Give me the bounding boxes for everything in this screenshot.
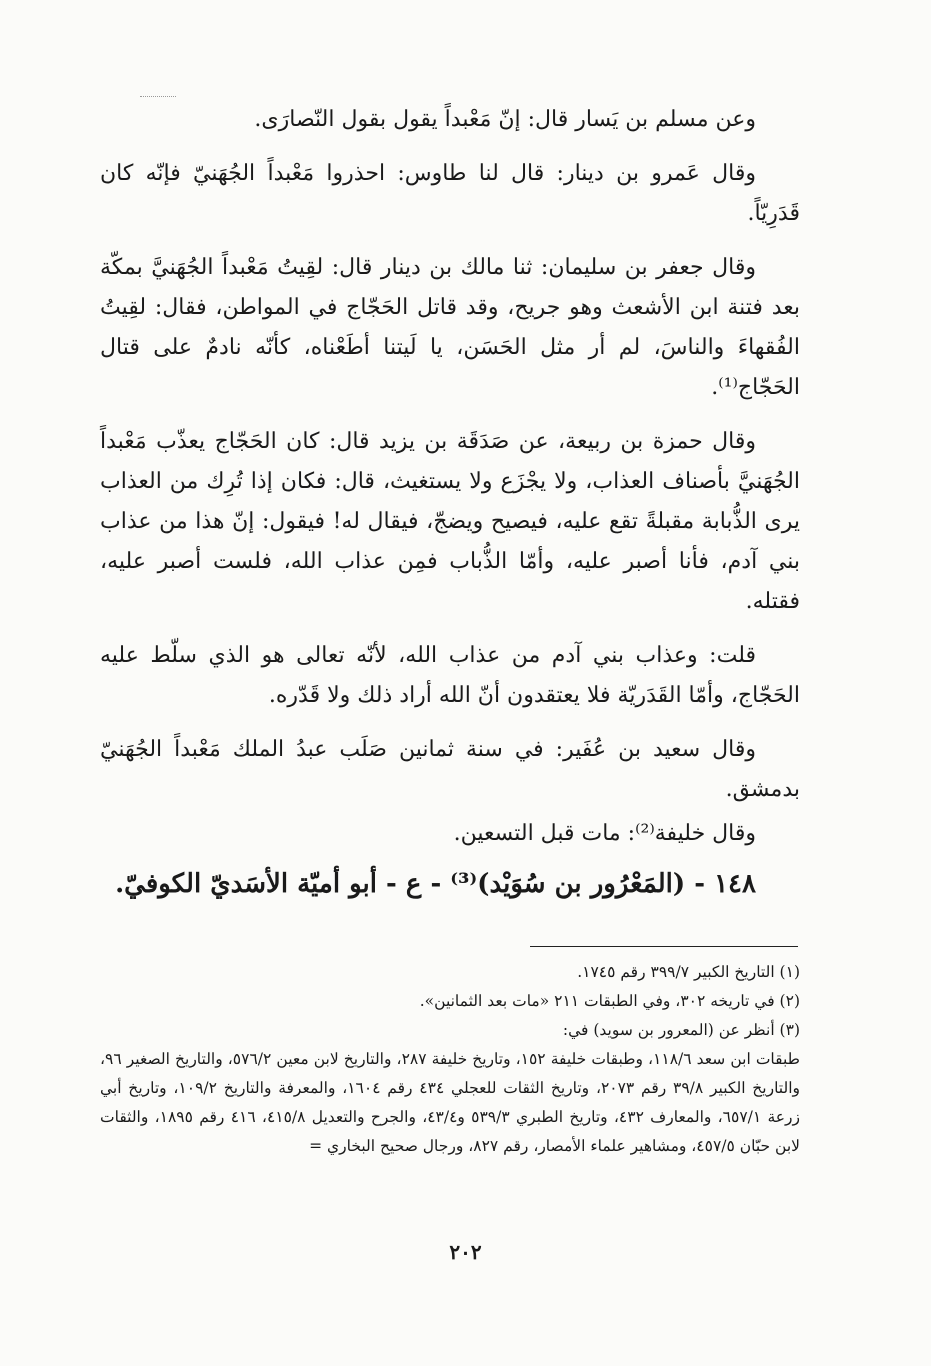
- page-number: ٢٠٢: [449, 1240, 482, 1264]
- main-text: [100, 100, 800, 858]
- paragraph-commentary: قلت: وعذاب بني آدم من عذاب الله، لأنّه تعالى هو الذي سلّط عليه الحَجّاج، وأمّا القَدَريّة فلا يعتقدون أنّ الله أراد ذلك ولا قَدّره.: [100, 643, 800, 708]
- paragraph-said-ibn-ufayr: وقال سعيد بن عُفَير: في سنة ثمانين صَلَب عبدُ الملك مَعْبداً الجُهَنيّ بدمشق.: [100, 737, 800, 802]
- paragraph-khalifa: وقال خليفة⁽²⁾: مات قبل التسعين.: [453, 821, 756, 846]
- paragraph-amr-ibn-dinar: وقال عَمرو بن دينار: قال لنا طاوس: احذروا مَعْبداً الجُهَنيّ فإنّه كان قَدَرِيّاً.: [100, 161, 800, 226]
- paragraph-muslim-ibn-yasar: وعن مسلم بن يَسار قال: إنّ مَعْبداً يقول بقول النّصارَى.: [254, 107, 756, 132]
- footnote-3: (٣) أنظر عن (المعرور بن سويد) في:: [562, 1021, 800, 1039]
- footnote-divider: [530, 946, 798, 947]
- biography-heading: ١٤٨ - (المَعْرُور بن سُوَيْد)⁽³⁾ - ع - أبو أميّة الأسَديّ الكوفيّ.: [115, 869, 756, 899]
- footnote-3-sources: طبقات ابن سعد ١١٨/٦، وطبقات خليفة ١٥٢، وتاريخ خليفة ٢٨٧، والتاريخ لابن معين ٥٧٦/٢، والتاريخ الصغير ٩٦، والتاريخ الكبير ٣٩/٨ رقم ٢٠٧٣، وتاريخ الثقات للعجلي ٤٣٤ رقم ١٦٠٤، والمعرفة والتاريخ ١٠٩/٢، وتاريخ أبي زرعة ٦٥٧/١، والمعارف ٤٣٢، وتاريخ الطبري ٥٣٩/٣ و٤٣/٤، والجرح والتعديل ٤١٥/٨، ٤١٦ رقم ١٨٩٥، والثقات لابن حبّان ٤٥٧/٥، ومشاهير علماء الأمصار، رقم ٨٢٧، ورجال صحيح البخاري =: [100, 1050, 800, 1155]
- paragraph-jafar-ibn-sulayman: وقال جعفر بن سليمان: ثنا مالك بن دينار قال: لقِيتُ مَعْبداً الجُهَنيَّ بمكّة بعد فتنة ابن الأشعث وهو جريح، وقد قاتل الحَجّاج في المواطن، فقال: لقِيتُ الفُقهاءَ والناسَ، لم أر مثل الحَسَن، يا لَيتنا أطَعْناه، كأنّه نادمٌ على قتال الحَجّاج⁽¹⁾.: [100, 255, 800, 400]
- footnote-1: (١) التاريخ الكبير ٣٩٩/٧ رقم ١٧٤٥.: [577, 963, 800, 981]
- footnote-2: (٢) في تاريخه ٣٠٢، وفي الطبقات ٢١١ «مات بعد الثمانين».: [419, 992, 800, 1010]
- footnotes: [100, 958, 800, 1161]
- scan-mark: [140, 96, 176, 97]
- paragraph-hamza-ibn-rabia: وقال حمزة بن ربيعة، عن صَدَقَة بن يزيد قال: كان الحَجّاج يعذّب مَعْبداً الجُهَنيَّ بأصناف العذاب، ولا يجْزَع ولا يستغيث، قال: فكان إذا تُرِك من العذاب يرى الذُّبابة مقبلةً تقع عليه، فيصيح ويضجّ، فيقال له! فيقول: إنّ هذا من عذاب بني آدم، فأنا أصبر عليه، وأمّا الذُّباب فمِن عذاب الله، فلست أصبر عليه، فقتله.: [100, 429, 800, 614]
